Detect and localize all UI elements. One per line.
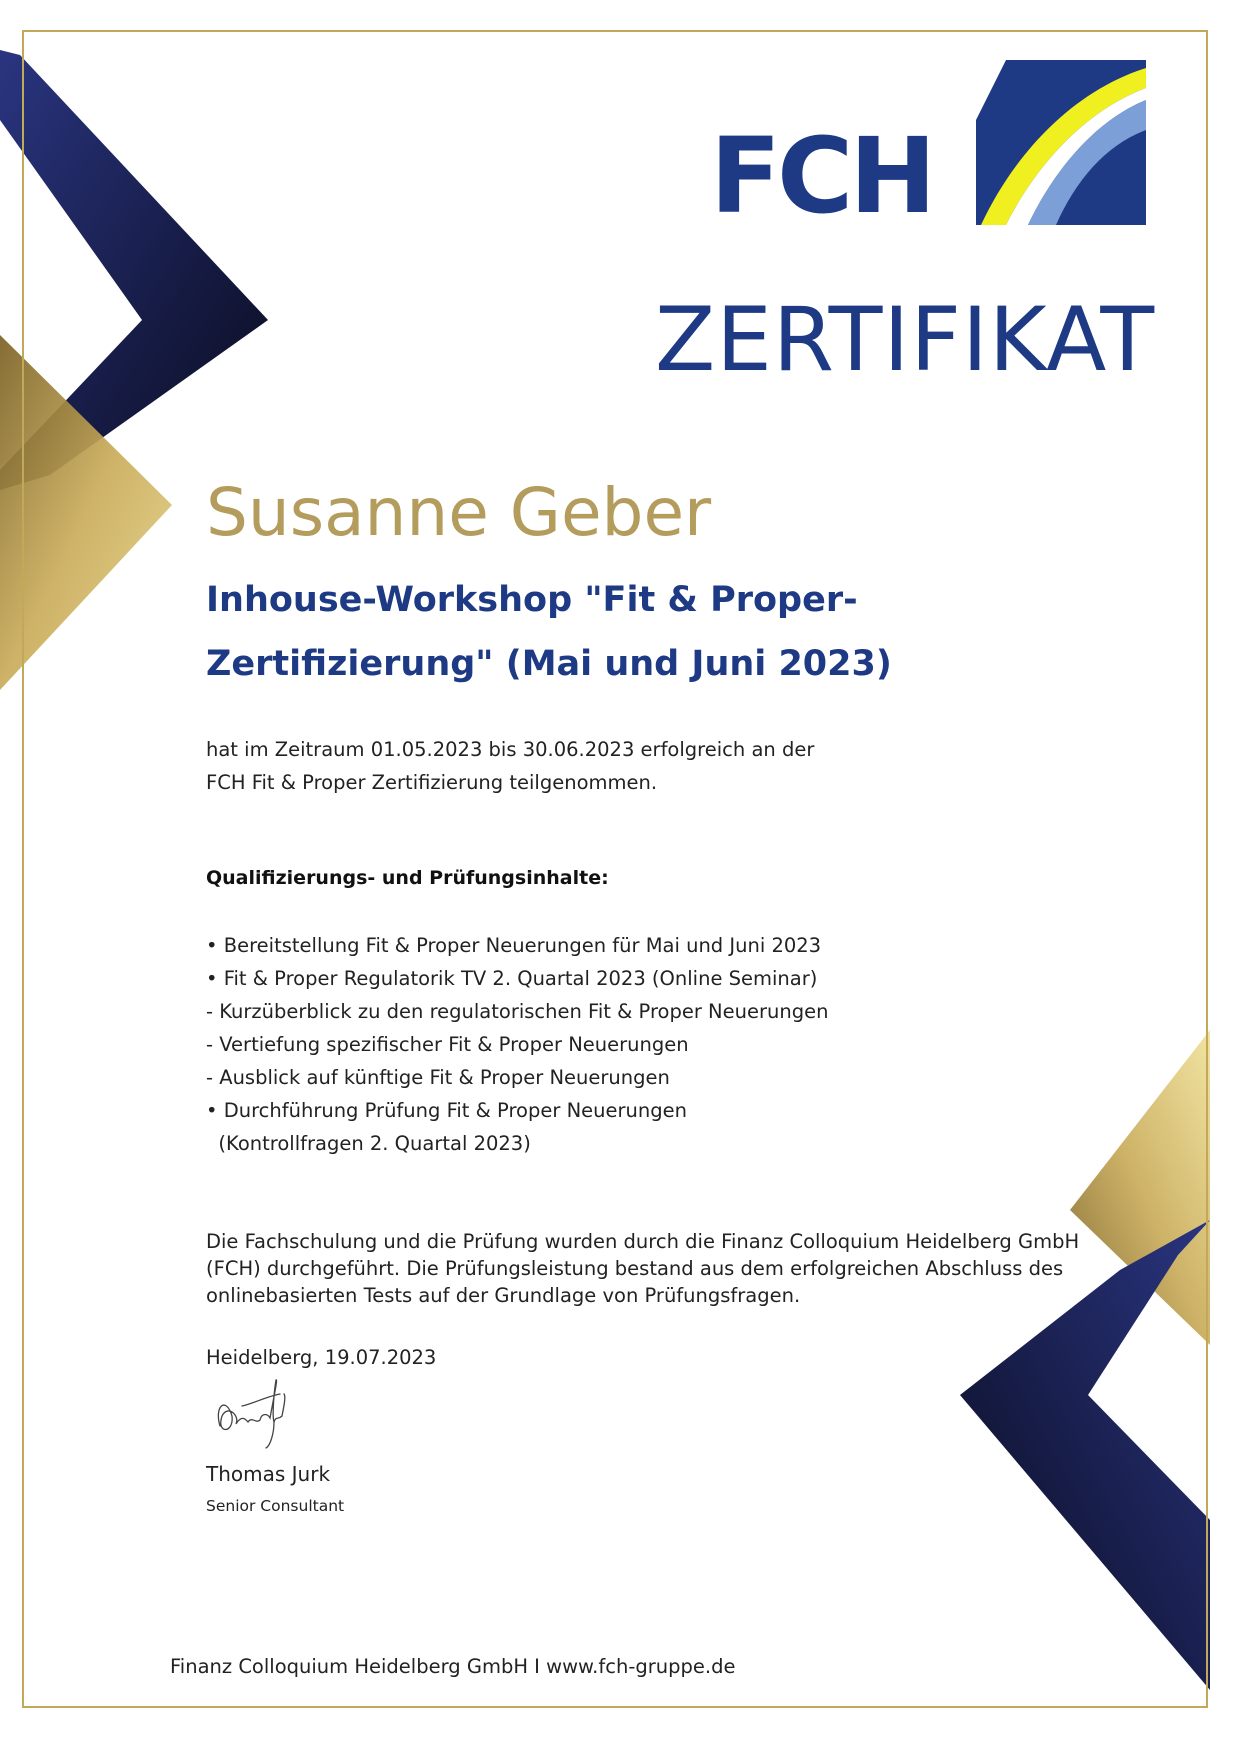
signer-name: Thomas Jurk <box>206 1462 331 1486</box>
qualification-item: - Ausblick auf künftige Fit & Proper Neuerungen <box>206 1066 670 1089</box>
participation-line-1: hat im Zeitraum 01.05.2023 bis 30.06.2023 erfolgreich an der <box>206 738 815 761</box>
statement-line-2: (FCH) durchgeführt. Die Prüfungsleistung bestand aus dem erfolgreichen Abschluss des <box>206 1257 1064 1280</box>
participation-line-2: FCH Fit & Proper Zertifizierung teilgenommen. <box>206 771 658 794</box>
recipient-name: Susanne Geber <box>206 474 712 551</box>
qualification-item: • Fit & Proper Regulatorik TV 2. Quartal 2023 (Online Seminar) <box>206 967 818 990</box>
certificate-title: ZERTIFIKAT <box>655 288 1156 391</box>
exam-statement <box>206 1228 1086 1309</box>
qualification-item: (Kontrollfragen 2. Quartal 2023) <box>206 1132 531 1155</box>
qualification-heading: Qualifizierungs- und Prüfungsinhalte: <box>206 867 609 889</box>
qualification-list <box>206 929 828 1160</box>
logo-swoosh-icon <box>976 60 1146 230</box>
statement-line-3: onlinebasierten Tests auf der Grundlage von Prüfungsfragen. <box>206 1284 801 1307</box>
course-title-line-2: Zertifizierung" (Mai und Juni 2023) <box>206 644 892 684</box>
signature <box>212 1376 302 1452</box>
fch-logo <box>710 60 1150 237</box>
course-title-line-1: Inhouse-Workshop "Fit & Proper- <box>206 580 858 620</box>
signer-role: Senior Consultant <box>206 1497 345 1515</box>
certificate-border <box>22 30 1208 1708</box>
qualification-item: • Durchführung Prüfung Fit & Proper Neuerungen <box>206 1099 687 1122</box>
qualification-item: - Vertiefung spezifischer Fit & Proper Neuerungen <box>206 1033 689 1056</box>
participation-statement <box>206 733 1066 799</box>
statement-line-1: Die Fachschulung und die Prüfung wurden durch die Finanz Colloquium Heidelberg GmbH <box>206 1230 1080 1253</box>
footer-company: Finanz Colloquium Heidelberg GmbH I www.fch-gruppe.de <box>170 1655 736 1678</box>
qualification-item: - Kurzüberblick zu den regulatorischen Fit & Proper Neuerungen <box>206 1000 829 1023</box>
qualification-item: • Bereitstellung Fit & Proper Neuerungen für Mai und Juni 2023 <box>206 934 822 957</box>
place-date: Heidelberg, 19.07.2023 <box>206 1346 437 1369</box>
course-title <box>206 568 1006 696</box>
logo-text: FCH <box>710 115 933 237</box>
